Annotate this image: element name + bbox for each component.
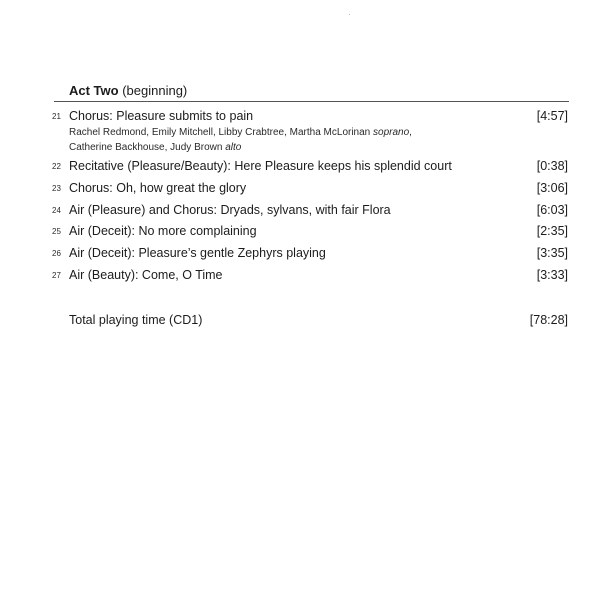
- track-duration: [3:33]: [536, 268, 568, 282]
- voice-type: alto: [225, 142, 242, 153]
- performer-separator: ,: [409, 127, 412, 138]
- track-duration: [6:03]: [536, 203, 568, 217]
- track-performers: [69, 125, 412, 155]
- performers-line: [69, 140, 412, 155]
- voice-type: soprano: [373, 127, 410, 138]
- track-number: 26: [52, 249, 61, 258]
- track-number: 23: [52, 184, 61, 193]
- performers-line: [69, 125, 412, 140]
- section-header: [69, 83, 187, 99]
- track-title: Air (Pleasure) and Chorus: Dryads, sylvans, with fair Flora: [69, 203, 391, 217]
- track-title: Air (Deceit): No more complaining: [69, 224, 257, 238]
- track-number: 21: [52, 112, 61, 121]
- section-title: Act Two: [69, 83, 119, 98]
- track-number: 27: [52, 271, 61, 280]
- section-subtitle: (beginning): [118, 83, 188, 98]
- total-label: Total playing time (CD1): [69, 313, 203, 327]
- track-duration: [2:35]: [536, 224, 568, 238]
- performer-names: Catherine Backhouse, Judy Brown: [69, 142, 226, 153]
- performer-names: Rachel Redmond, Emily Mitchell, Libby Crabtree, Martha McLorinan: [69, 127, 374, 138]
- track-number: 25: [52, 227, 61, 236]
- track-number: 22: [52, 162, 61, 171]
- track-title: Chorus: Oh, how great the glory: [69, 181, 247, 195]
- track-duration: [3:35]: [536, 246, 568, 260]
- track-title: Air (Deceit): Pleasure’s gentle Zephyrs playing: [69, 246, 326, 260]
- total-duration: [78:28]: [529, 313, 568, 327]
- print-speck: [349, 14, 350, 15]
- track-duration: [0:38]: [536, 159, 568, 173]
- track-title: Recitative (Pleasure/Beauty): Here Pleasure keeps his splendid court: [69, 159, 452, 173]
- track-number: 24: [52, 206, 61, 215]
- track-duration: [3:06]: [536, 181, 568, 195]
- track-title: Air (Beauty): Come, O Time: [69, 268, 223, 282]
- track-duration: [4:57]: [536, 109, 568, 123]
- section-divider: [54, 101, 569, 102]
- track-title: Chorus: Pleasure submits to pain: [69, 109, 254, 123]
